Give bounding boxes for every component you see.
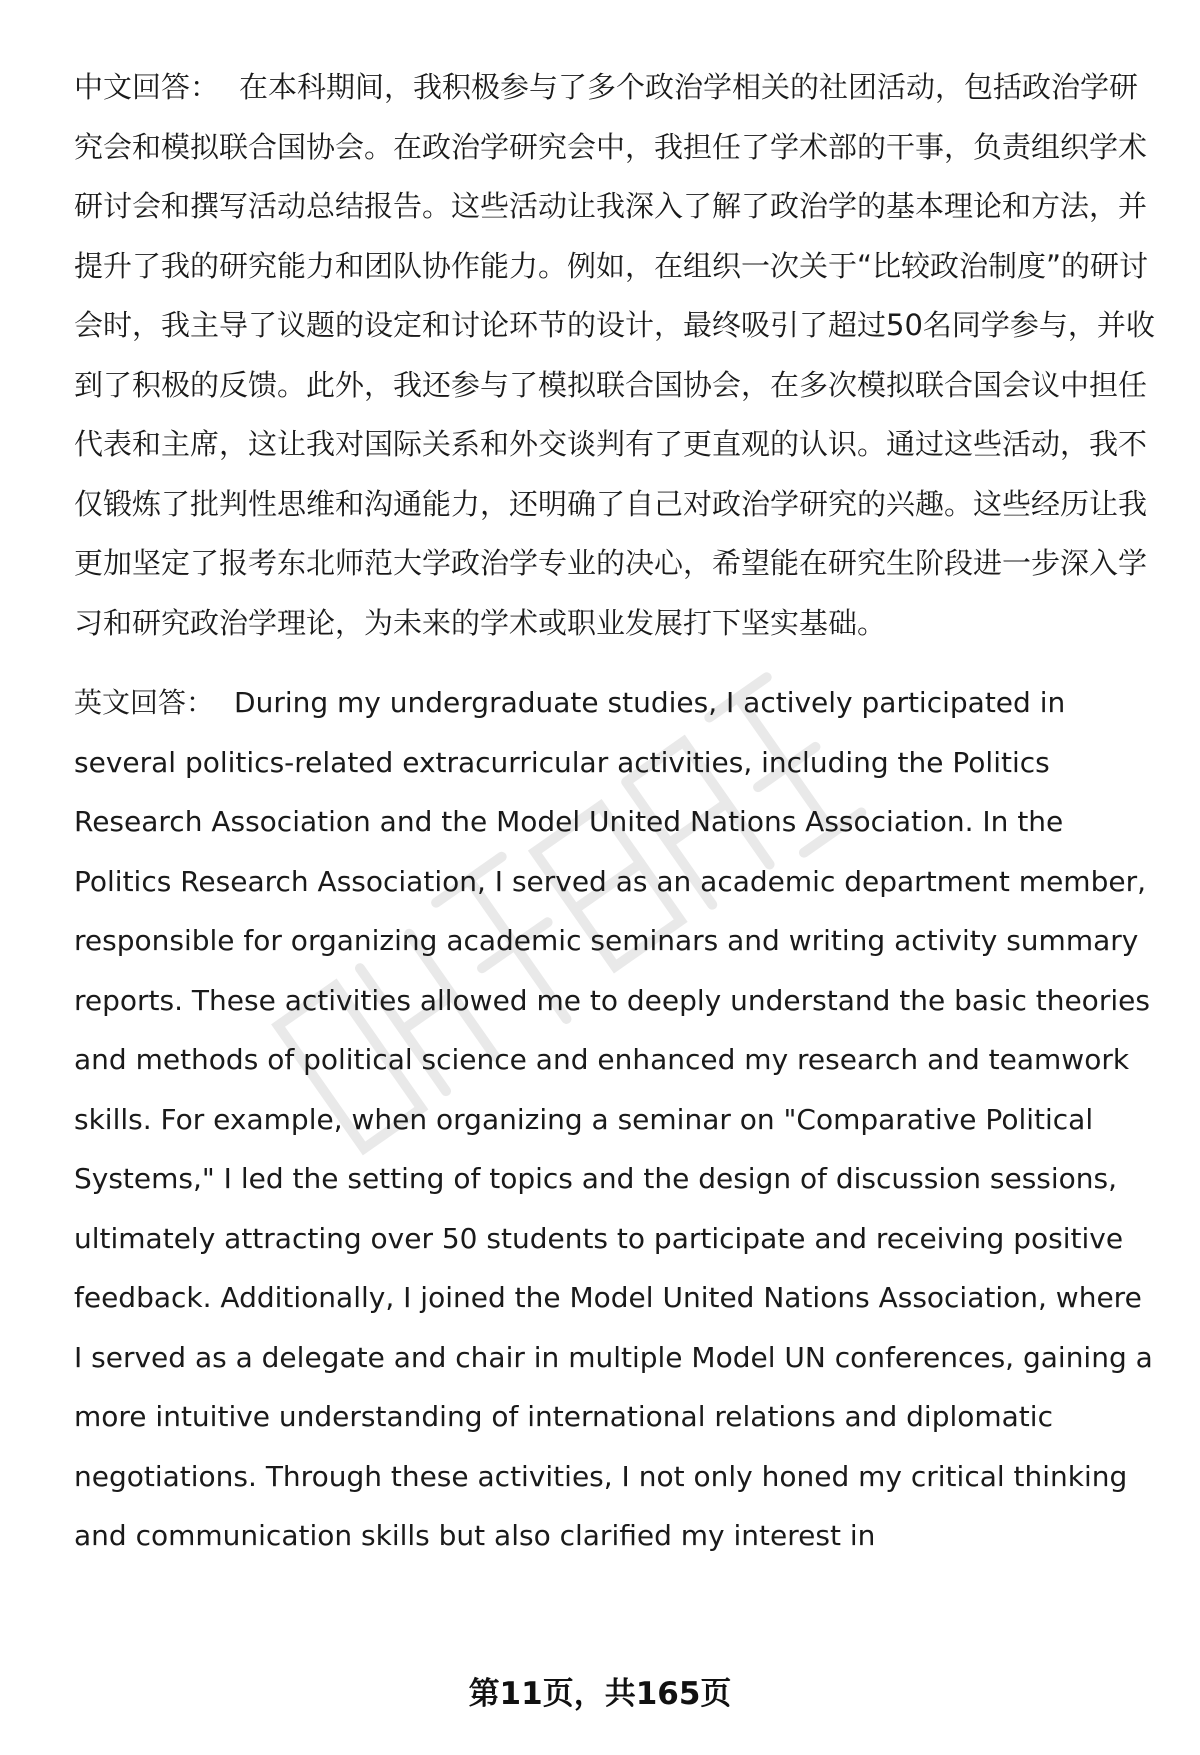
english-answer-text: During my undergraduate studies, I actively participated in several politics-related extracurricular activities, including the Politics Research Association and the Model United Nations Association. In the Politics Research Association, I served as an academic department member, responsible for organizing academic seminars and writing activity summary reports. These activities allowed me to deeply understand the basic theories and methods of political science and enhanced my research and teamwork skills. For example, when organizing a seminar on "Comparative Political Systems," I led the setting of topics and the design of discussion sessions, ultimately attracting over 50 students to participate and receiving positive feedback. Additionally, I joined the Model United Nations Association, where I served as a delegate and chair in multiple Model UN conferences, gaining a more intuitive understanding of international relations and diplomatic negotiations. Through these activities, I not only honed my critical thinking and communication skills but also clarified my interest in	[74, 686, 1153, 1552]
chinese-answer-label: 中文回答：	[74, 70, 220, 104]
answer-content	[74, 58, 1158, 1586]
english-answer-label: 英文回答：	[74, 686, 215, 719]
page-number-footer: 第11页，共165页	[468, 1676, 732, 1712]
chinese-answer-text: 在本科期间，我积极参与了多个政治学相关的社团活动，包括政治学研究会和模拟联合国协会。在政治学研究会中，我担任了学术部的干事，负责组织学术研讨会和撰写活动总结报告。这些活动让我深入了解了政治学的基本理论和方法，并提升了我的研究能力和团队协作能力。例如，在组织一次关于“比较政治制度”的研讨会时，我主导了议题的设定和讨论环节的设计，最终吸引了超过50名同学参与，并收到了积极的反馈。此外，我还参与了模拟联合国协会，在多次模拟联合国会议中担任代表和主席，这让我对国际关系和外交谈判有了更直观的认识。通过这些活动，我不仅锻炼了批判性思维和沟通能力，还明确了自己对政治学研究的兴趣。这些经历让我更加坚定了报考东北师范大学政治学专业的决心，希望能在研究生阶段进一步深入学习和研究政治学理论，为未来的学术或职业发展打下坚实基础。	[74, 70, 1155, 640]
english-answer-paragraph	[74, 673, 1158, 1566]
chinese-answer-paragraph	[74, 58, 1158, 653]
